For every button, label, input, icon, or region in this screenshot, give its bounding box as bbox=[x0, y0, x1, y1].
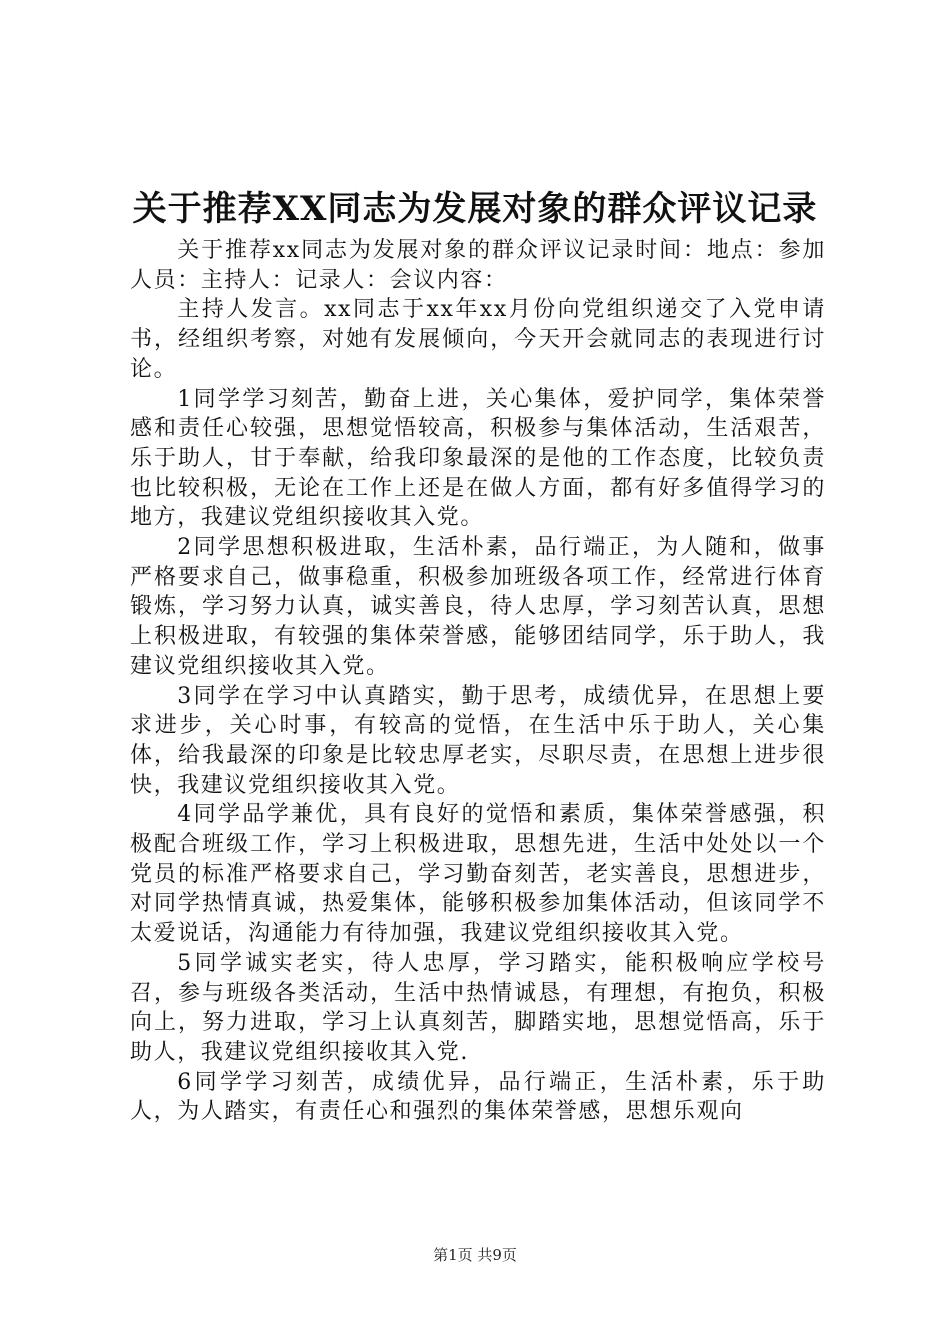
paragraph-comment-3: 3同学在学习中认真踏实，勤于思考，成绩优异，在思想上要求进步，关心时事，有较高的觉悟，在生活中乐于助人，关心集体，给我最深的印象是比较忠厚老实，尽职尽责，在思想上进步很快，我建议党组织接收其入党。 bbox=[130, 683, 826, 798]
paragraph-meeting-info: 关于推荐xx同志为发展对象的群众评议记录时间：地点：参加人员：主持人：记录人：会议内容： bbox=[130, 238, 826, 293]
document-title: 关于推荐XX同志为发展对象的群众评议记录 bbox=[132, 189, 818, 229]
page-footer: 第1页 共9页 bbox=[433, 1246, 517, 1264]
paragraph-host-speech: 主持人发言。xx同志于xx年xx月份向党组织递交了入党申请书，经组织考察，对她有发展倾向，今天开会就同志的表现进行讨论。 bbox=[130, 297, 826, 382]
document-body bbox=[130, 236, 826, 1127]
paragraph-comment-4: 4同学品学兼优，具有良好的觉悟和素质，集体荣誉感强，积极配合班级工作，学习上积极进取，思想先进，生活中处处以一个党员的标准严格要求自己，学习勤奋刻苦，老实善良，思想进步，对同学热情真诚，热爱集体，能够积极参加集体活动，但该同学不太爱说话，沟通能力有待加强，我建议党组织接收其入党。 bbox=[130, 802, 826, 947]
paragraph-comment-2: 2同学思想积极进取，生活朴素，品行端正，为人随和，做事严格要求自己，做事稳重，积极参加班级各项工作，经常进行体育锻炼，学习努力认真，诚实善良，待人忠厚，学习刻苦认真，思想上积极进取，有较强的集体荣誉感，能够团结同学，乐于助人，我建议党组织接收其入党。 bbox=[130, 535, 826, 679]
paragraph-comment-5: 5同学诚实老实，待人忠厚，学习踏实，能积极响应学校号召，参与班级各类活动，生活中热情诚恳，有理想，有抱负，积极向上，努力进取，学习上认真刻苦，脚踏实地，思想觉悟高，乐于助人，我建议党组织接收其入党. bbox=[130, 950, 826, 1065]
paragraph-comment-1: 1同学学习刻苦，勤奋上进，关心集体，爱护同学，集体荣誉感和责任心较强，思想觉悟较高，积极参与集体活动，生活艰苦，乐于助人，甘于奉献，给我印象最深的是他的工作态度，比较负责也比较积极，无论在工作上还是在做人方面，都有好多值得学习的地方，我建议党组织接收其入党。 bbox=[130, 386, 826, 531]
paragraph-comment-6: 6同学学习刻苦，成绩优异，品行端正，生活朴素，乐于助人，为人踏实，有责任心和强烈的集体荣誉感，思想乐观向 bbox=[130, 1069, 826, 1125]
